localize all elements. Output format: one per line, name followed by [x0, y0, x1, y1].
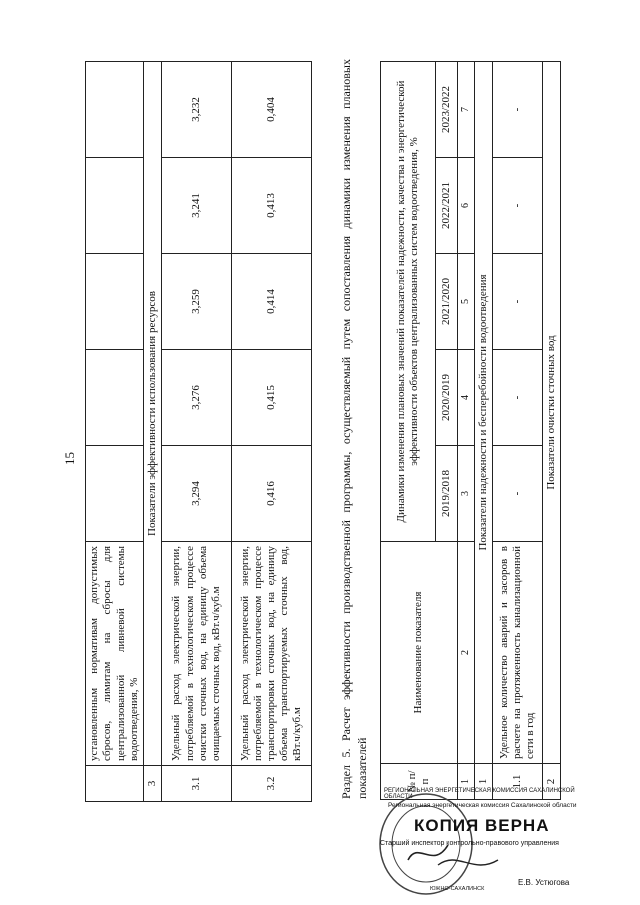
header-dynamics: Динамики изменения плановых значений показателей надежности, качества и энергетической эффективности объектов централизованных систем водоотведения, %	[381, 62, 436, 542]
value-cell: -	[493, 350, 543, 446]
row-text: установленным нормативам допустимых сбросов, лимитам на сбросы для централизованной ливневой системы водоотведения, %	[86, 542, 144, 766]
table-row	[232, 62, 312, 802]
row-num: 3.2	[232, 766, 312, 802]
colnum-row	[458, 62, 475, 800]
value-cell: 0,415	[232, 350, 312, 446]
section-heading: Показатели эффективности использования ресурсов	[144, 62, 162, 766]
stamp-ring-text: РЕГИОНАЛЬНАЯ ЭНЕРГЕТИЧЕСКАЯ КОМИССИЯ САХАЛИНСКОЙ ОБЛАСТИ	[384, 788, 575, 800]
table-row	[162, 62, 232, 802]
value-cell	[86, 62, 144, 158]
section-heading: Показатели очистки сточных вод	[543, 62, 561, 764]
year-cell: 2022/2021	[436, 158, 458, 254]
row-num: 1.1	[493, 764, 543, 800]
colnum: 5	[458, 254, 475, 350]
row-num: 3.1	[162, 766, 232, 802]
year-cell: 2021/2020	[436, 254, 458, 350]
row-text: Удельный расход электрической энергии, потребляемой в технологическом процессе транспортировки сточных вод, на единицу объема транспортируемых сточных вод, кВт.ч/куб.м	[232, 542, 312, 766]
header-num: № п/п	[381, 764, 458, 800]
year-cell: 2020/2019	[436, 350, 458, 446]
table-dynamics	[380, 61, 561, 800]
stamp-signer: Е.В. Устюгова	[518, 878, 570, 887]
value-cell: 3,259	[162, 254, 232, 350]
page-number: 15	[62, 452, 77, 465]
year-cell: 2023/2022	[436, 62, 458, 158]
header-row	[381, 62, 436, 800]
table-row	[475, 62, 493, 800]
table-efficiency	[85, 61, 312, 802]
row-num	[86, 766, 144, 802]
value-cell	[86, 158, 144, 254]
value-cell	[86, 446, 144, 542]
value-cell: 0,416	[232, 446, 312, 542]
stamp-city: ЮЖНО-САХАЛИНСК	[430, 886, 485, 892]
colnum: 3	[458, 446, 475, 542]
table-row	[86, 62, 144, 802]
value-cell: -	[493, 446, 543, 542]
value-cell: -	[493, 254, 543, 350]
section-heading: Показатели надежности и бесперебойности водоотведения	[475, 62, 493, 764]
table-row	[493, 62, 543, 800]
value-cell: 0,414	[232, 254, 312, 350]
row-text: Удельное количество аварий и засоров в расчете на протяженность канализационной сети в год	[493, 542, 543, 764]
stamp-title: КОПИЯ ВЕРНА	[414, 816, 550, 835]
section-caption: Раздел 5. Расчет эффективности производственной программы, осуществляемый путем сопоставления динамики изменения плановых показателей	[339, 59, 370, 799]
colnum: 7	[458, 62, 475, 158]
row-num: 2	[543, 764, 561, 800]
colnum: 4	[458, 350, 475, 446]
year-cell: 2019/2018	[436, 446, 458, 542]
row-num: 3	[144, 766, 162, 802]
value-cell: 3,241	[162, 158, 232, 254]
colnum: 2	[458, 542, 475, 764]
header-name: Наименование показателя	[381, 542, 458, 764]
value-cell	[86, 254, 144, 350]
table-row	[144, 62, 162, 802]
value-cell: 3,294	[162, 446, 232, 542]
row-text: Удельный расход электрической энергии, потребляемой в технологическом процессе очистки сточных вод, на единицу объема очищаемых сточных вод, кВт.ч/куб.м	[162, 542, 232, 766]
value-cell: 0,404	[232, 62, 312, 158]
value-cell: 3,232	[162, 62, 232, 158]
value-cell: 0,413	[232, 158, 312, 254]
value-cell: -	[493, 158, 543, 254]
colnum: 1	[458, 764, 475, 800]
stamp-position: Старший инспектор контрольно-правового управления	[380, 840, 559, 847]
row-num: 1	[475, 764, 493, 800]
value-cell	[86, 350, 144, 446]
copy-certified-stamp	[378, 790, 593, 898]
table-row	[543, 62, 561, 800]
stamp-org: Региональная энергетическая комиссия Сахалинской области	[388, 802, 577, 809]
value-cell: 3,276	[162, 350, 232, 446]
value-cell: -	[493, 62, 543, 158]
colnum: 6	[458, 158, 475, 254]
